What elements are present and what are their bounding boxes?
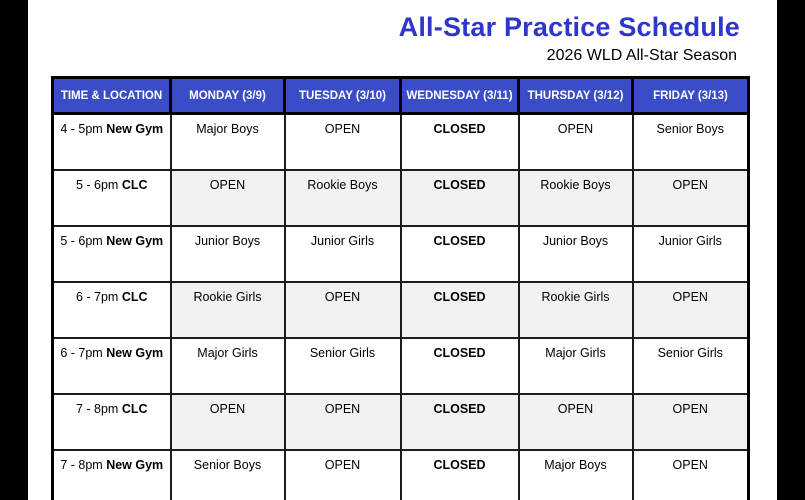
letterbox-right: [777, 0, 805, 500]
time-label: 5 - 6pm: [60, 234, 107, 248]
time-label: 7 - 8pm: [75, 402, 122, 416]
schedule-row: [53, 170, 749, 226]
schedule-row: [53, 226, 749, 282]
location-label: CLC: [121, 402, 148, 416]
time-label: 6 - 7pm: [60, 346, 107, 360]
schedule-cell: Junior Girls: [633, 226, 749, 282]
schedule-cell: Rookie Girls: [171, 282, 285, 338]
schedule-cell: OPEN: [633, 450, 749, 500]
column-header: TIME & LOCATION: [53, 78, 171, 114]
schedule-cell: CLOSED: [401, 226, 519, 282]
schedule-cell: OPEN: [285, 450, 401, 500]
page-subtitle: 2026 WLD All-Star Season: [546, 47, 737, 64]
content-panel: [28, 0, 777, 500]
schedule-row: [53, 394, 749, 450]
column-header: TUESDAY (3/10): [285, 78, 401, 114]
time-label: 7 - 8pm: [60, 458, 107, 472]
schedule-cell: Junior Boys: [519, 226, 633, 282]
schedule-cell: Major Girls: [171, 338, 285, 394]
location-label: New Gym: [106, 346, 164, 360]
schedule-cell: OPEN: [633, 170, 749, 226]
column-header: THURSDAY (3/12): [519, 78, 633, 114]
schedule-cell: OPEN: [519, 114, 633, 171]
time-label: 6 - 7pm: [75, 290, 122, 304]
column-header: FRIDAY (3/13): [633, 78, 749, 114]
header-row: [53, 78, 749, 114]
time-location-cell: [53, 226, 171, 282]
schedule-cell: Senior Boys: [633, 114, 749, 171]
schedule-body: [53, 114, 749, 500]
schedule-cell: Junior Girls: [285, 226, 401, 282]
schedule-cell: OPEN: [171, 394, 285, 450]
location-label: CLC: [121, 178, 148, 192]
schedule-cell: OPEN: [633, 282, 749, 338]
time-location-cell: [53, 394, 171, 450]
schedule-cell: CLOSED: [401, 170, 519, 226]
schedule-cell: CLOSED: [401, 282, 519, 338]
column-header: WEDNESDAY (3/11): [401, 78, 519, 114]
time-location-cell: [53, 170, 171, 226]
location-label: CLC: [121, 290, 148, 304]
time-label: 5 - 6pm: [75, 178, 122, 192]
schedule-cell: Rookie Boys: [285, 170, 401, 226]
letterbox-left: [0, 0, 28, 500]
schedule-row: [53, 338, 749, 394]
schedule-cell: Senior Girls: [633, 338, 749, 394]
schedule-row: [53, 450, 749, 500]
schedule-cell: Rookie Girls: [519, 282, 633, 338]
schedule-cell: Major Girls: [519, 338, 633, 394]
location-label: New Gym: [106, 122, 164, 136]
column-header: MONDAY (3/9): [171, 78, 285, 114]
schedule-cell: OPEN: [285, 114, 401, 171]
schedule-row: [53, 114, 749, 171]
time-location-cell: [53, 114, 171, 171]
time-location-cell: [53, 450, 171, 500]
schedule-cell: Rookie Boys: [519, 170, 633, 226]
schedule-cell: OPEN: [633, 394, 749, 450]
time-location-cell: [53, 338, 171, 394]
page-title: All-Star Practice Schedule: [398, 12, 740, 42]
schedule-cell: CLOSED: [401, 394, 519, 450]
schedule-header: [53, 78, 749, 114]
time-label: 4 - 5pm: [60, 122, 107, 136]
location-label: New Gym: [106, 458, 164, 472]
schedule-cell: CLOSED: [401, 114, 519, 171]
schedule-cell: CLOSED: [401, 338, 519, 394]
schedule-cell: OPEN: [519, 394, 633, 450]
location-label: New Gym: [106, 234, 164, 248]
schedule-cell: Major Boys: [519, 450, 633, 500]
schedule-table: [51, 76, 750, 500]
schedule-cell: Senior Girls: [285, 338, 401, 394]
schedule-cell: Senior Boys: [171, 450, 285, 500]
schedule-cell: OPEN: [285, 282, 401, 338]
schedule-cell: Major Boys: [171, 114, 285, 171]
schedule-cell: Junior Boys: [171, 226, 285, 282]
time-location-cell: [53, 282, 171, 338]
schedule-cell: OPEN: [171, 170, 285, 226]
schedule-row: [53, 282, 749, 338]
schedule-cell: CLOSED: [401, 450, 519, 500]
schedule-cell: OPEN: [285, 394, 401, 450]
